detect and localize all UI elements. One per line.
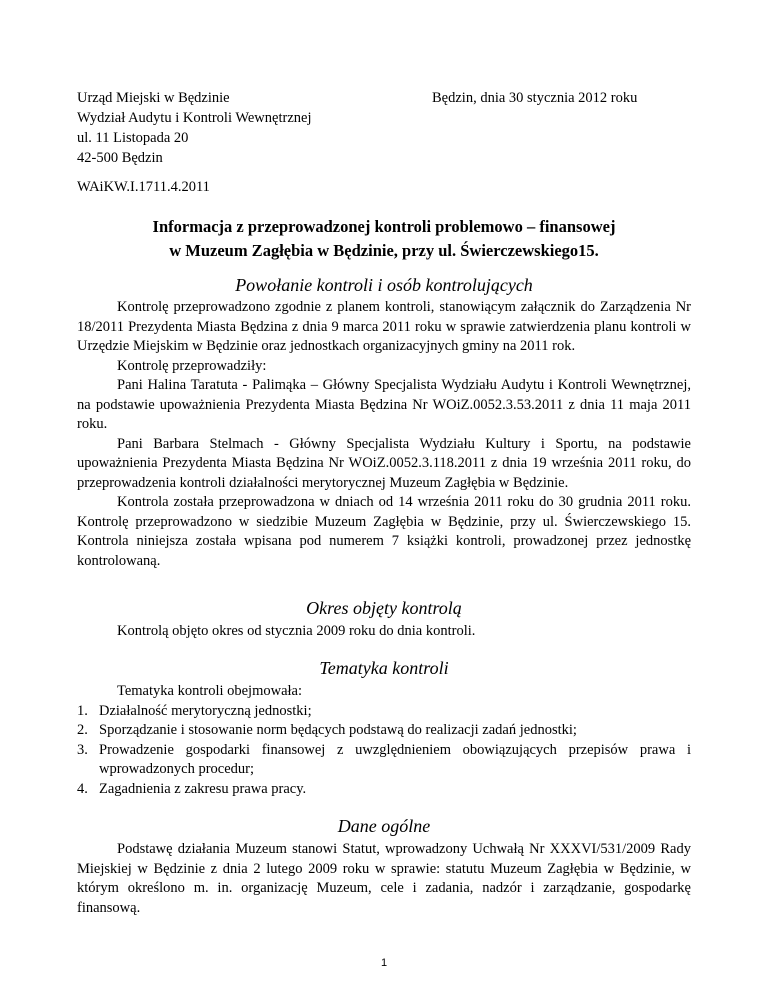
reference-number: WAiKW.I.1711.4.2011 bbox=[77, 179, 210, 195]
section-heading-topics: Tematyka kontroli bbox=[319, 658, 449, 678]
title-line-1: Informacja z przeprowadzonej kontroli problemowo – finansowej bbox=[152, 217, 616, 236]
title-line-2: w Muzeum Zagłębia w Będzinie, przy ul. Świerczewskiego15. bbox=[169, 241, 599, 260]
document-title bbox=[0, 215, 768, 263]
list-item-text: Prowadzenie gospodarki finansowej z uwzględnieniem obowiązujących przepisów prawa i wprowadzonych procedur; bbox=[99, 741, 691, 777]
list-item-number: 2. bbox=[77, 722, 88, 738]
paragraph: Kontrolę przeprowadzono zgodnie z planem kontroli, stanowiącym załącznik do Zarządzenia Nr 18/2011 Prezydenta Miasta Będzina z dnia 9 marca 2011 roku w sprawie zatwierdzenia planu kontroli w Urzędzie Miejskim w Będzinie oraz jednostkach organizacyjnych gminy na 2011 rok. bbox=[77, 299, 691, 354]
page-number: 1 bbox=[380, 957, 388, 969]
section-general-body bbox=[77, 840, 691, 918]
sender-street: ul. 11 Listopada 20 bbox=[77, 130, 189, 146]
section-appointment-body bbox=[77, 298, 691, 571]
sender-office: Urząd Miejski w Będzinie bbox=[77, 90, 230, 106]
document-date: Będzin, dnia 30 stycznia 2012 roku bbox=[432, 90, 638, 106]
list-item bbox=[77, 741, 691, 780]
list-item bbox=[77, 721, 691, 741]
paragraph: Kontrola została przeprowadzona w dniach od 14 września 2011 roku do 30 grudnia 2011 roku. Kontrolę przeprowadzono w siedzibie Muzeum Zagłębia w Będzinie, przy ul. Świerczewskiego 15. Kontrola niniejsza została wpisana pod numerem 7 książki kontroli, prowadzonej przez jednostkę kontrolowaną. bbox=[77, 494, 691, 569]
list-intro: Tematyka kontroli obejmowała: bbox=[117, 683, 303, 699]
list-item-text: Działalność merytoryczną jednostki; bbox=[99, 702, 312, 719]
sender-department: Wydział Audytu i Kontroli Wewnętrznej bbox=[77, 110, 312, 126]
section-period-body bbox=[77, 622, 691, 642]
paragraph: Kontrolą objęto okres od stycznia 2009 roku do dnia kontroli. bbox=[117, 623, 476, 639]
paragraph: Pani Barbara Stelmach - Główny Specjalista Wydziału Kultury i Sportu, na podstawie upoważnienia Prezydenta Miasta Będzina Nr WOiZ.0052.3.118.2011 z dnia 19 września 2011 roku, do przeprowadzenia kontroli działalności merytorycznej Muzeum Zagłębia w Będzinie. bbox=[77, 435, 691, 491]
list-item-number: 1. bbox=[77, 702, 88, 719]
sender-address-block bbox=[77, 88, 311, 168]
list-item-number: 4. bbox=[77, 780, 88, 797]
topics-list bbox=[77, 682, 691, 799]
section-heading-period: Okres objęty kontrolą bbox=[306, 598, 462, 618]
paragraph: Pani Halina Taratuta - Palimąka – Główny Specjalista Wydziału Audytu i Kontroli Wewnętrznej, na podstawie upoważnienia Prezydenta Miasta Będzina Nr WOiZ.0052.3.53.2011 z dnia 11 maja 2011 roku. bbox=[77, 377, 691, 432]
list-item-text: Sporządzanie i stosowanie norm będących podstawą do realizacji zadań jednostki; bbox=[99, 722, 577, 738]
list-item-text: Zagadnienia z zakresu prawa pracy. bbox=[99, 780, 307, 797]
list-item bbox=[77, 780, 691, 800]
section-heading-general: Dane ogólne bbox=[337, 816, 431, 836]
sender-city: 42-500 Będzin bbox=[77, 150, 163, 166]
list-item-number: 3. bbox=[77, 741, 88, 758]
list-item bbox=[77, 702, 691, 722]
paragraph: Kontrolę przeprowadziły: bbox=[117, 357, 267, 374]
paragraph: Podstawę działania Muzeum stanowi Statut, wprowadzony Uchwałą Nr XXXVI/531/2009 Rady Miejskiej w Będzinie z dnia 2 lutego 2009 roku w sprawie: statutu Muzeum Zagłębia w Będzinie, w którym określono m. in. organizację Muzeum, cele i zadania, nadzór i zarządzanie, gospodarkę finansową. bbox=[77, 841, 691, 916]
section-heading-appointment: Powołanie kontroli i osób kontrolujących bbox=[235, 275, 533, 295]
